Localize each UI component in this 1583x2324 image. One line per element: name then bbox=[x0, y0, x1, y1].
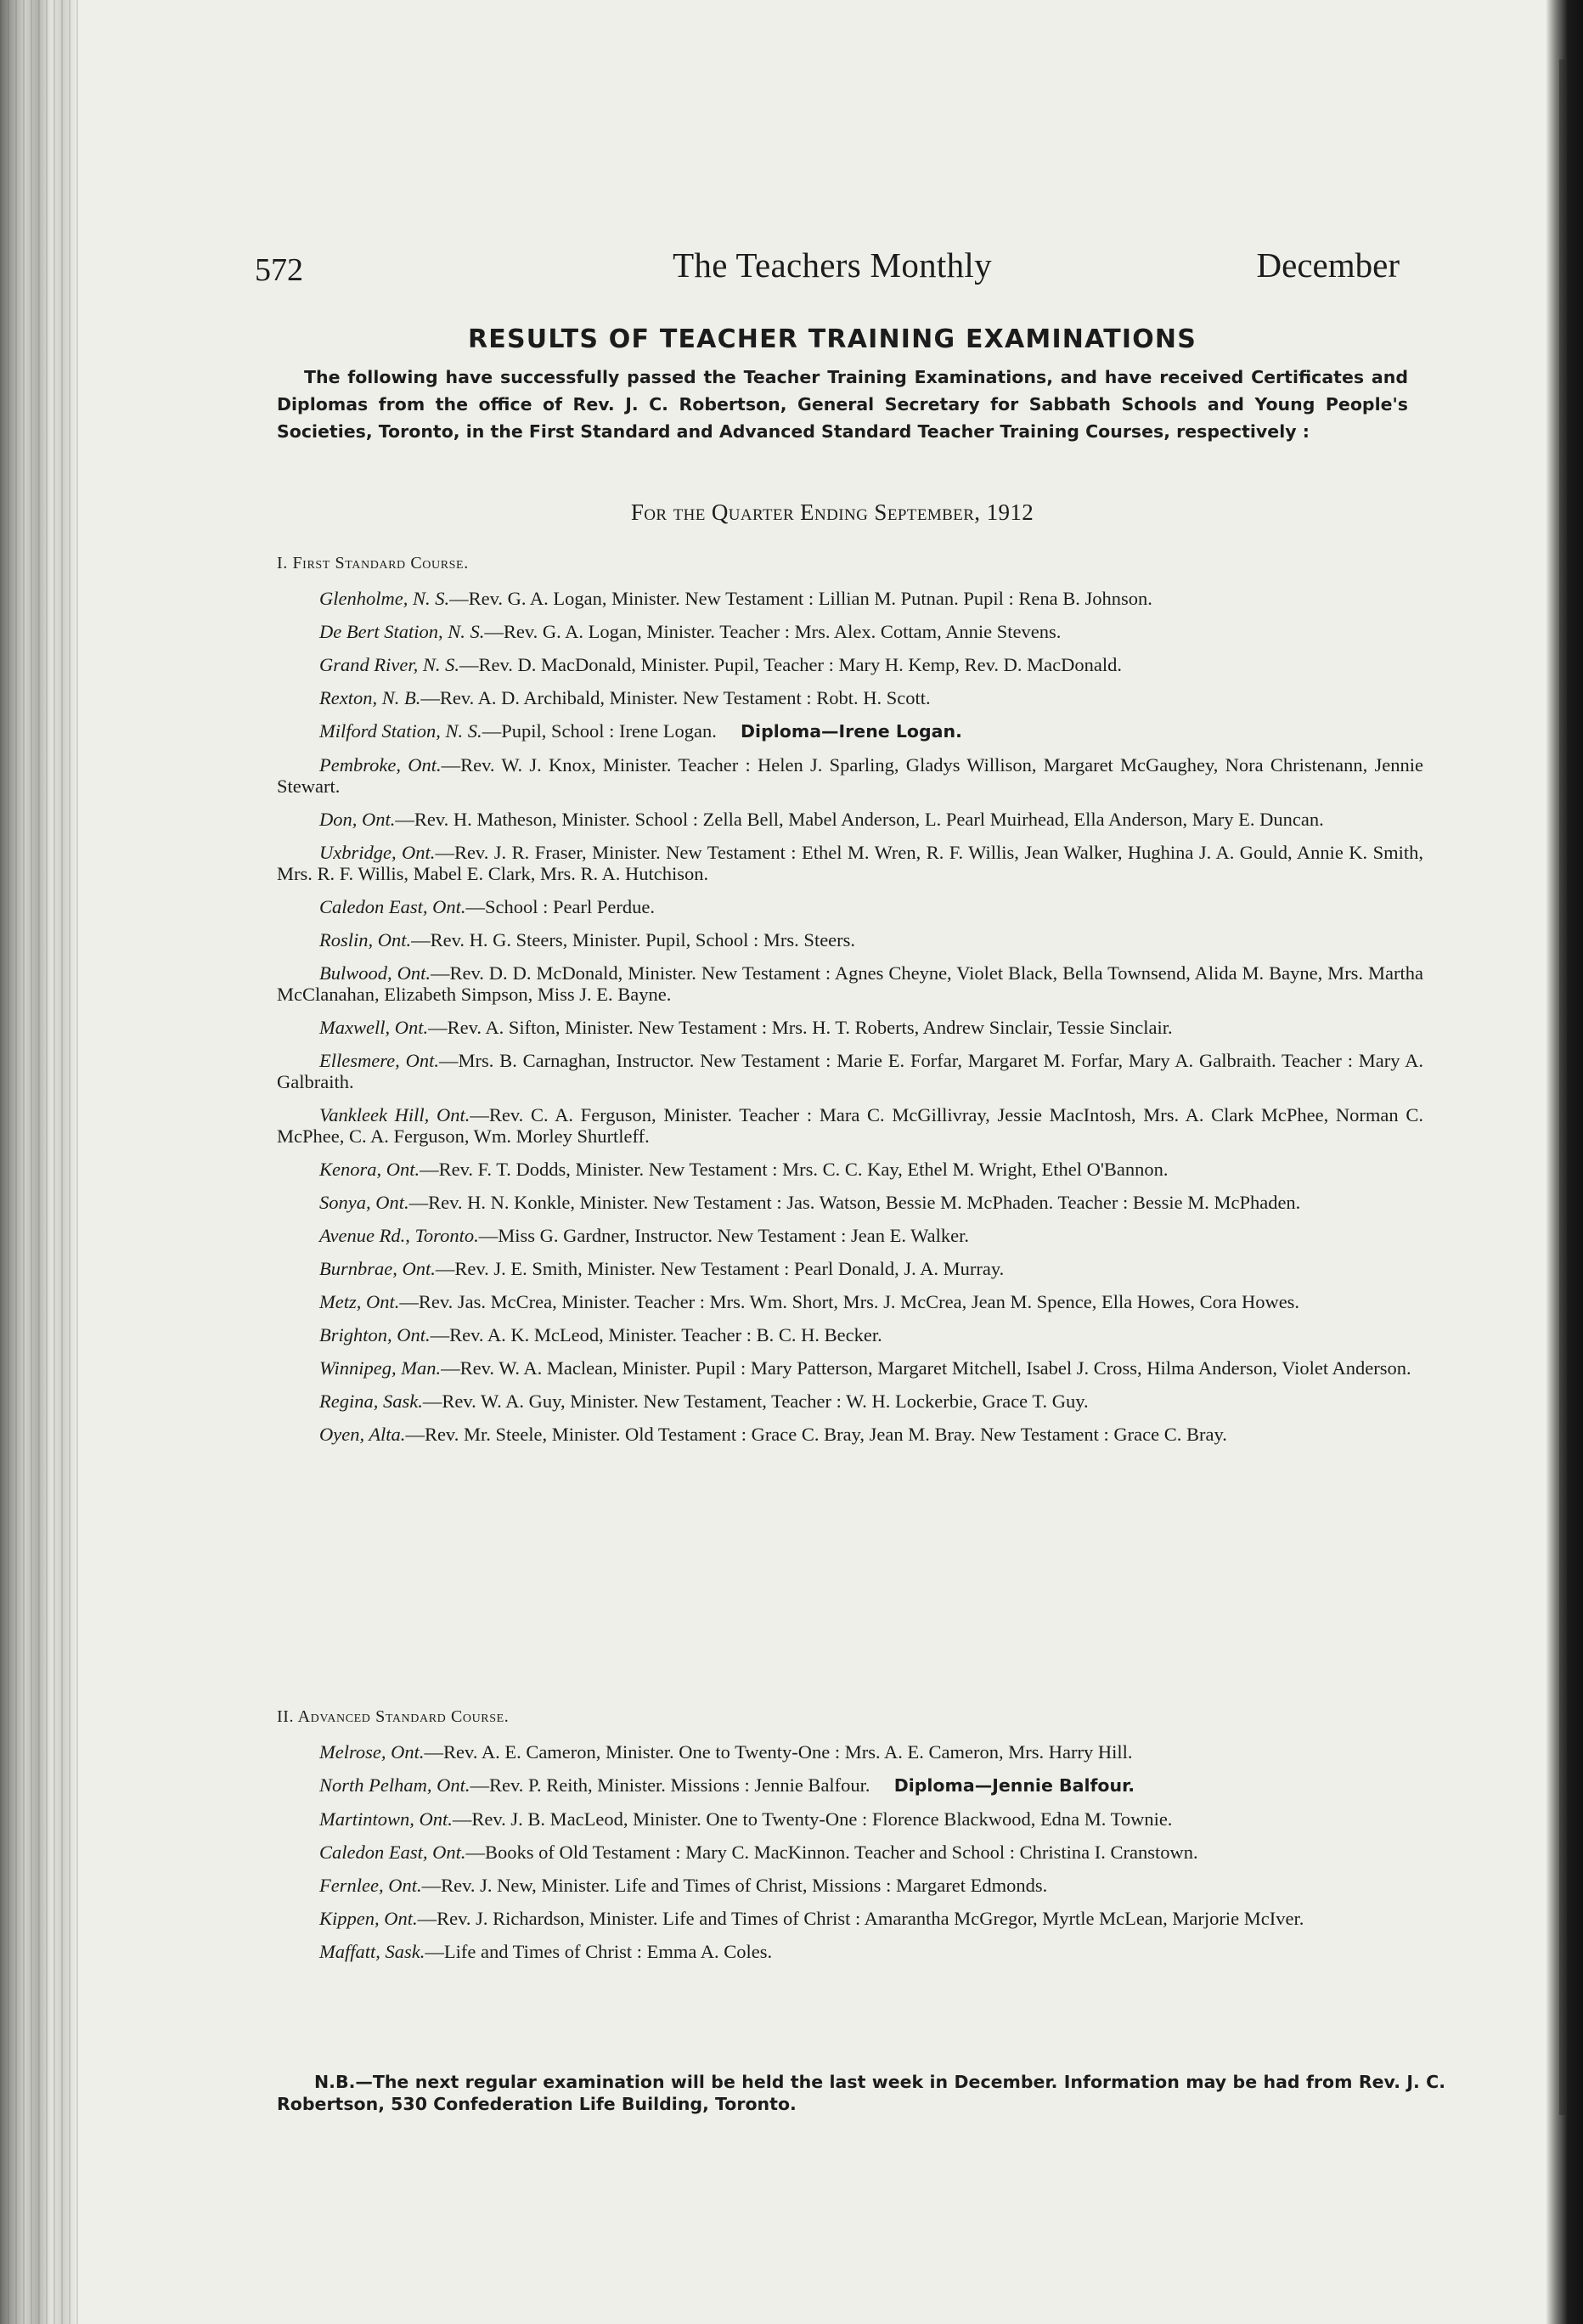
entry-text: —Rev. F. T. Dodds, Minister. New Testament : Mrs. C. C. Kay, Ethel M. Wright, Ethel O'Bannon. bbox=[420, 1159, 1169, 1180]
diploma-note: Diploma—Irene Logan. bbox=[741, 721, 962, 742]
place-name: Grand River, N. S. bbox=[319, 654, 459, 675]
section-heading: II. Advanced Standard Course. bbox=[277, 1707, 510, 1726]
first-standard-section bbox=[277, 554, 1423, 1457]
entry-text: —Rev. H. G. Steers, Minister. Pupil, School : Mrs. Steers. bbox=[411, 929, 856, 950]
entry bbox=[277, 687, 1423, 708]
entry bbox=[277, 754, 1423, 797]
entry-text: —Rev. J. E. Smith, Minister. New Testament : Pearl Donald, J. A. Murray. bbox=[435, 1258, 1005, 1279]
place-name: Caledon East, Ont. bbox=[319, 896, 466, 917]
entry-text: —School : Pearl Perdue. bbox=[465, 896, 655, 917]
entry bbox=[277, 1159, 1423, 1180]
section-heading: I. First Standard Course. bbox=[277, 554, 469, 573]
place-name: Burnbrae, Ont. bbox=[319, 1258, 436, 1279]
place-name: Milford Station, N. S. bbox=[319, 720, 482, 742]
place-name: Uxbridge, Ont. bbox=[319, 842, 436, 863]
entry bbox=[277, 1225, 1423, 1246]
advanced-standard-section bbox=[277, 1707, 1423, 1974]
entry bbox=[277, 1741, 1423, 1763]
place-name: Sonya, Ont. bbox=[319, 1192, 409, 1213]
place-name: Ellesmere, Ont. bbox=[319, 1050, 439, 1071]
entry-text: —Rev. A. D. Archibald, Minister. New Testament : Robt. H. Scott. bbox=[420, 687, 931, 708]
entry-text: —Rev. J. New, Minister. Life and Times of Christ, Missions : Margaret Edmonds. bbox=[421, 1875, 1048, 1896]
entry-text: —Books of Old Testament : Mary C. MacKinnon. Teacher and School : Christina I. Cranstown. bbox=[465, 1842, 1198, 1863]
entry-text: —Rev. G. A. Logan, Minister. Teacher : Mrs. Alex. Cottam, Annie Stevens. bbox=[484, 621, 1062, 642]
journal-title: The Teachers Monthly bbox=[673, 245, 992, 285]
entry-text: —Rev. W. A. Maclean, Minister. Pupil : Mary Patterson, Margaret Mitchell, Isabel J. Cross, Hilma Anderson, Violet Anderson. bbox=[441, 1357, 1411, 1379]
place-name: Maxwell, Ont. bbox=[319, 1017, 429, 1038]
place-name: Melrose, Ont. bbox=[319, 1741, 425, 1763]
entry-text: —Rev. J. Richardson, Minister. Life and Times of Christ : Amarantha McGregor, Myrtle McLean, Marjorie McIver. bbox=[417, 1908, 1304, 1929]
entry bbox=[277, 1357, 1423, 1379]
entry bbox=[277, 1875, 1423, 1896]
place-name: Don, Ont. bbox=[319, 809, 396, 830]
article-title: RESULTS OF TEACHER TRAINING EXAMINATIONS bbox=[467, 324, 1197, 354]
entry-text: —Rev. Jas. McCrea, Minister. Teacher : Mrs. Wm. Short, Mrs. J. McCrea, Jean M. Spence, Ella Howes, Cora Howes. bbox=[399, 1291, 1300, 1312]
entry bbox=[277, 588, 1423, 609]
running-header bbox=[255, 245, 1410, 304]
place-name: Martintown, Ont. bbox=[319, 1808, 453, 1830]
place-name: Brighton, Ont. bbox=[319, 1324, 431, 1345]
entry bbox=[277, 1941, 1423, 1962]
place-name: North Pelham, Ont. bbox=[319, 1774, 470, 1796]
quarter-heading: For the Quarter Ending September, 1912 bbox=[630, 499, 1034, 525]
entry bbox=[277, 1842, 1423, 1863]
entry bbox=[277, 929, 1423, 950]
entry-text: —Rev. H. N. Konkle, Minister. New Testament : Jas. Watson, Bessie M. McPhaden. Teacher : Bessie M. McPhaden. bbox=[408, 1192, 1301, 1213]
entry bbox=[277, 1390, 1423, 1412]
diploma-note: Diploma—Jennie Balfour. bbox=[893, 1775, 1135, 1796]
entry bbox=[277, 1104, 1423, 1147]
place-name: Metz, Ont. bbox=[319, 1291, 400, 1312]
entry bbox=[277, 1908, 1423, 1929]
entry-text: —Rev. J. B. MacLeod, Minister. One to Twenty-One : Florence Blackwood, Edna M. Townie. bbox=[452, 1808, 1173, 1830]
entry-text: —Rev. A. E. Cameron, Minister. One to Twenty-One : Mrs. A. E. Cameron, Mrs. Harry Hill. bbox=[424, 1741, 1133, 1763]
place-name: Vankleek Hill, Ont. bbox=[319, 1104, 470, 1125]
place-name: Avenue Rd., Toronto. bbox=[319, 1225, 479, 1246]
entry bbox=[277, 720, 1423, 742]
entry-text: —Rev. P. Reith, Minister. Missions : Jennie Balfour. bbox=[470, 1774, 870, 1796]
entry bbox=[277, 809, 1423, 830]
entry bbox=[277, 1774, 1423, 1797]
entry-text: —Miss G. Gardner, Instructor. New Testament : Jean E. Walker. bbox=[478, 1225, 969, 1246]
entry bbox=[277, 962, 1423, 1005]
entry-text: —Mrs. B. Carnaghan, Instructor. New Testament : Marie E. Forfar, Margaret M. Forfar, Mary A. Galbraith. Teacher : Mary A. Galbraith. bbox=[277, 1050, 1423, 1092]
entry bbox=[277, 1324, 1423, 1345]
place-name: Winnipeg, Man. bbox=[319, 1357, 442, 1379]
page-number: 572 bbox=[255, 252, 303, 288]
place-name: Rexton, N. B. bbox=[319, 687, 421, 708]
entry-list bbox=[277, 588, 1423, 1445]
place-name: Caledon East, Ont. bbox=[319, 1842, 466, 1863]
place-name: Roslin, Ont. bbox=[319, 929, 412, 950]
place-name: Kenora, Ont. bbox=[319, 1159, 420, 1180]
entry bbox=[277, 1050, 1423, 1092]
issue-month: December bbox=[1256, 245, 1400, 285]
entry-text: —Rev. G. A. Logan, Minister. New Testament : Lillian M. Putnan. Pupil : Rena B. Johnson. bbox=[449, 588, 1152, 609]
entry-text: —Rev. D. D. McDonald, Minister. New Testament : Agnes Cheyne, Violet Black, Bella Townsend, Alida M. Bayne, Mrs. Martha McClanahan, Elizabeth Simpson, Miss J. E. Bayne. bbox=[277, 962, 1423, 1005]
place-name: Fernlee, Ont. bbox=[319, 1875, 422, 1896]
place-name: Pembroke, Ont. bbox=[319, 754, 442, 776]
entry-text: —Rev. D. MacDonald, Minister. Pupil, Teacher : Mary H. Kemp, Rev. D. MacDonald. bbox=[459, 654, 1122, 675]
entry-text: —Rev. W. A. Guy, Minister. New Testament, Teacher : W. H. Lockerbie, Grace T. Guy. bbox=[422, 1390, 1089, 1412]
place-name: Regina, Sask. bbox=[319, 1390, 423, 1412]
footnote: N.B.—The next regular examination will be held the last week in December. Information may be had from Rev. J. C. Robertson, 530 Confederation Life Building, Toronto. bbox=[277, 2072, 1445, 2114]
entry bbox=[277, 1258, 1423, 1279]
intro-paragraph: The following have successfully passed the Teacher Training Examinations, and have received Certificates and Diplomas from the office of Rev. J. C. Robertson, General Secretary for Sabbath Schools and Young People's Societies, Toronto, in the First Standard and Advanced Standard Teacher Training Courses, respectively : bbox=[277, 367, 1408, 442]
entry bbox=[277, 1424, 1423, 1445]
entry bbox=[277, 1192, 1423, 1213]
place-name: De Bert Station, N. S. bbox=[319, 621, 485, 642]
place-name: Maffatt, Sask. bbox=[319, 1941, 425, 1962]
place-name: Bulwood, Ont. bbox=[319, 962, 431, 984]
entry bbox=[277, 896, 1423, 917]
place-name: Kippen, Ont. bbox=[319, 1908, 418, 1929]
entry-text: —Rev. H. Matheson, Minister. School : Zella Bell, Mabel Anderson, L. Pearl Muirhead, Ella Anderson, Mary E. Duncan. bbox=[395, 809, 1324, 830]
entry bbox=[277, 621, 1423, 642]
entry bbox=[277, 1017, 1423, 1038]
entry bbox=[277, 1291, 1423, 1312]
entry-text: —Life and Times of Christ : Emma A. Coles. bbox=[425, 1941, 773, 1962]
entry-text: —Pupil, School : Irene Logan. bbox=[482, 720, 717, 742]
entry-text: —Rev. J. R. Fraser, Minister. New Testament : Ethel M. Wren, R. F. Willis, Jean Walker, Hughina J. A. Gould, Annie K. Smith, Mrs. R. F. Willis, Mabel E. Clark, Mrs. R. A. Hutchison. bbox=[277, 842, 1423, 884]
entry bbox=[277, 654, 1423, 675]
place-name: Oyen, Alta. bbox=[319, 1424, 406, 1445]
entry-text: —Rev. A. K. McLeod, Minister. Teacher : B. C. H. Becker. bbox=[430, 1324, 882, 1345]
entry-text: —Rev. A. Sifton, Minister. New Testament : Mrs. H. T. Roberts, Andrew Sinclair, Tessie Sinclair. bbox=[428, 1017, 1173, 1038]
entry-text: —Rev. W. J. Knox, Minister. Teacher : Helen J. Sparling, Gladys Willison, Margaret McGaughey, Nora Christenann, Jennie Stewart. bbox=[277, 754, 1423, 797]
entry-list bbox=[277, 1741, 1423, 1962]
entry-text: —Rev. Mr. Steele, Minister. Old Testament : Grace C. Bray, Jean M. Bray. New Testament : Grace C. Bray. bbox=[405, 1424, 1227, 1445]
entry bbox=[277, 842, 1423, 884]
entry-text: —Rev. C. A. Ferguson, Minister. Teacher : Mara C. McGillivray, Jessie MacIntosh, Mrs. A. Clark McPhee, Norman C. McPhee, C. A. Ferguson, Wm. Morley Shurtleff. bbox=[277, 1104, 1423, 1147]
place-name: Glenholme, N. S. bbox=[319, 588, 450, 609]
entry bbox=[277, 1808, 1423, 1830]
